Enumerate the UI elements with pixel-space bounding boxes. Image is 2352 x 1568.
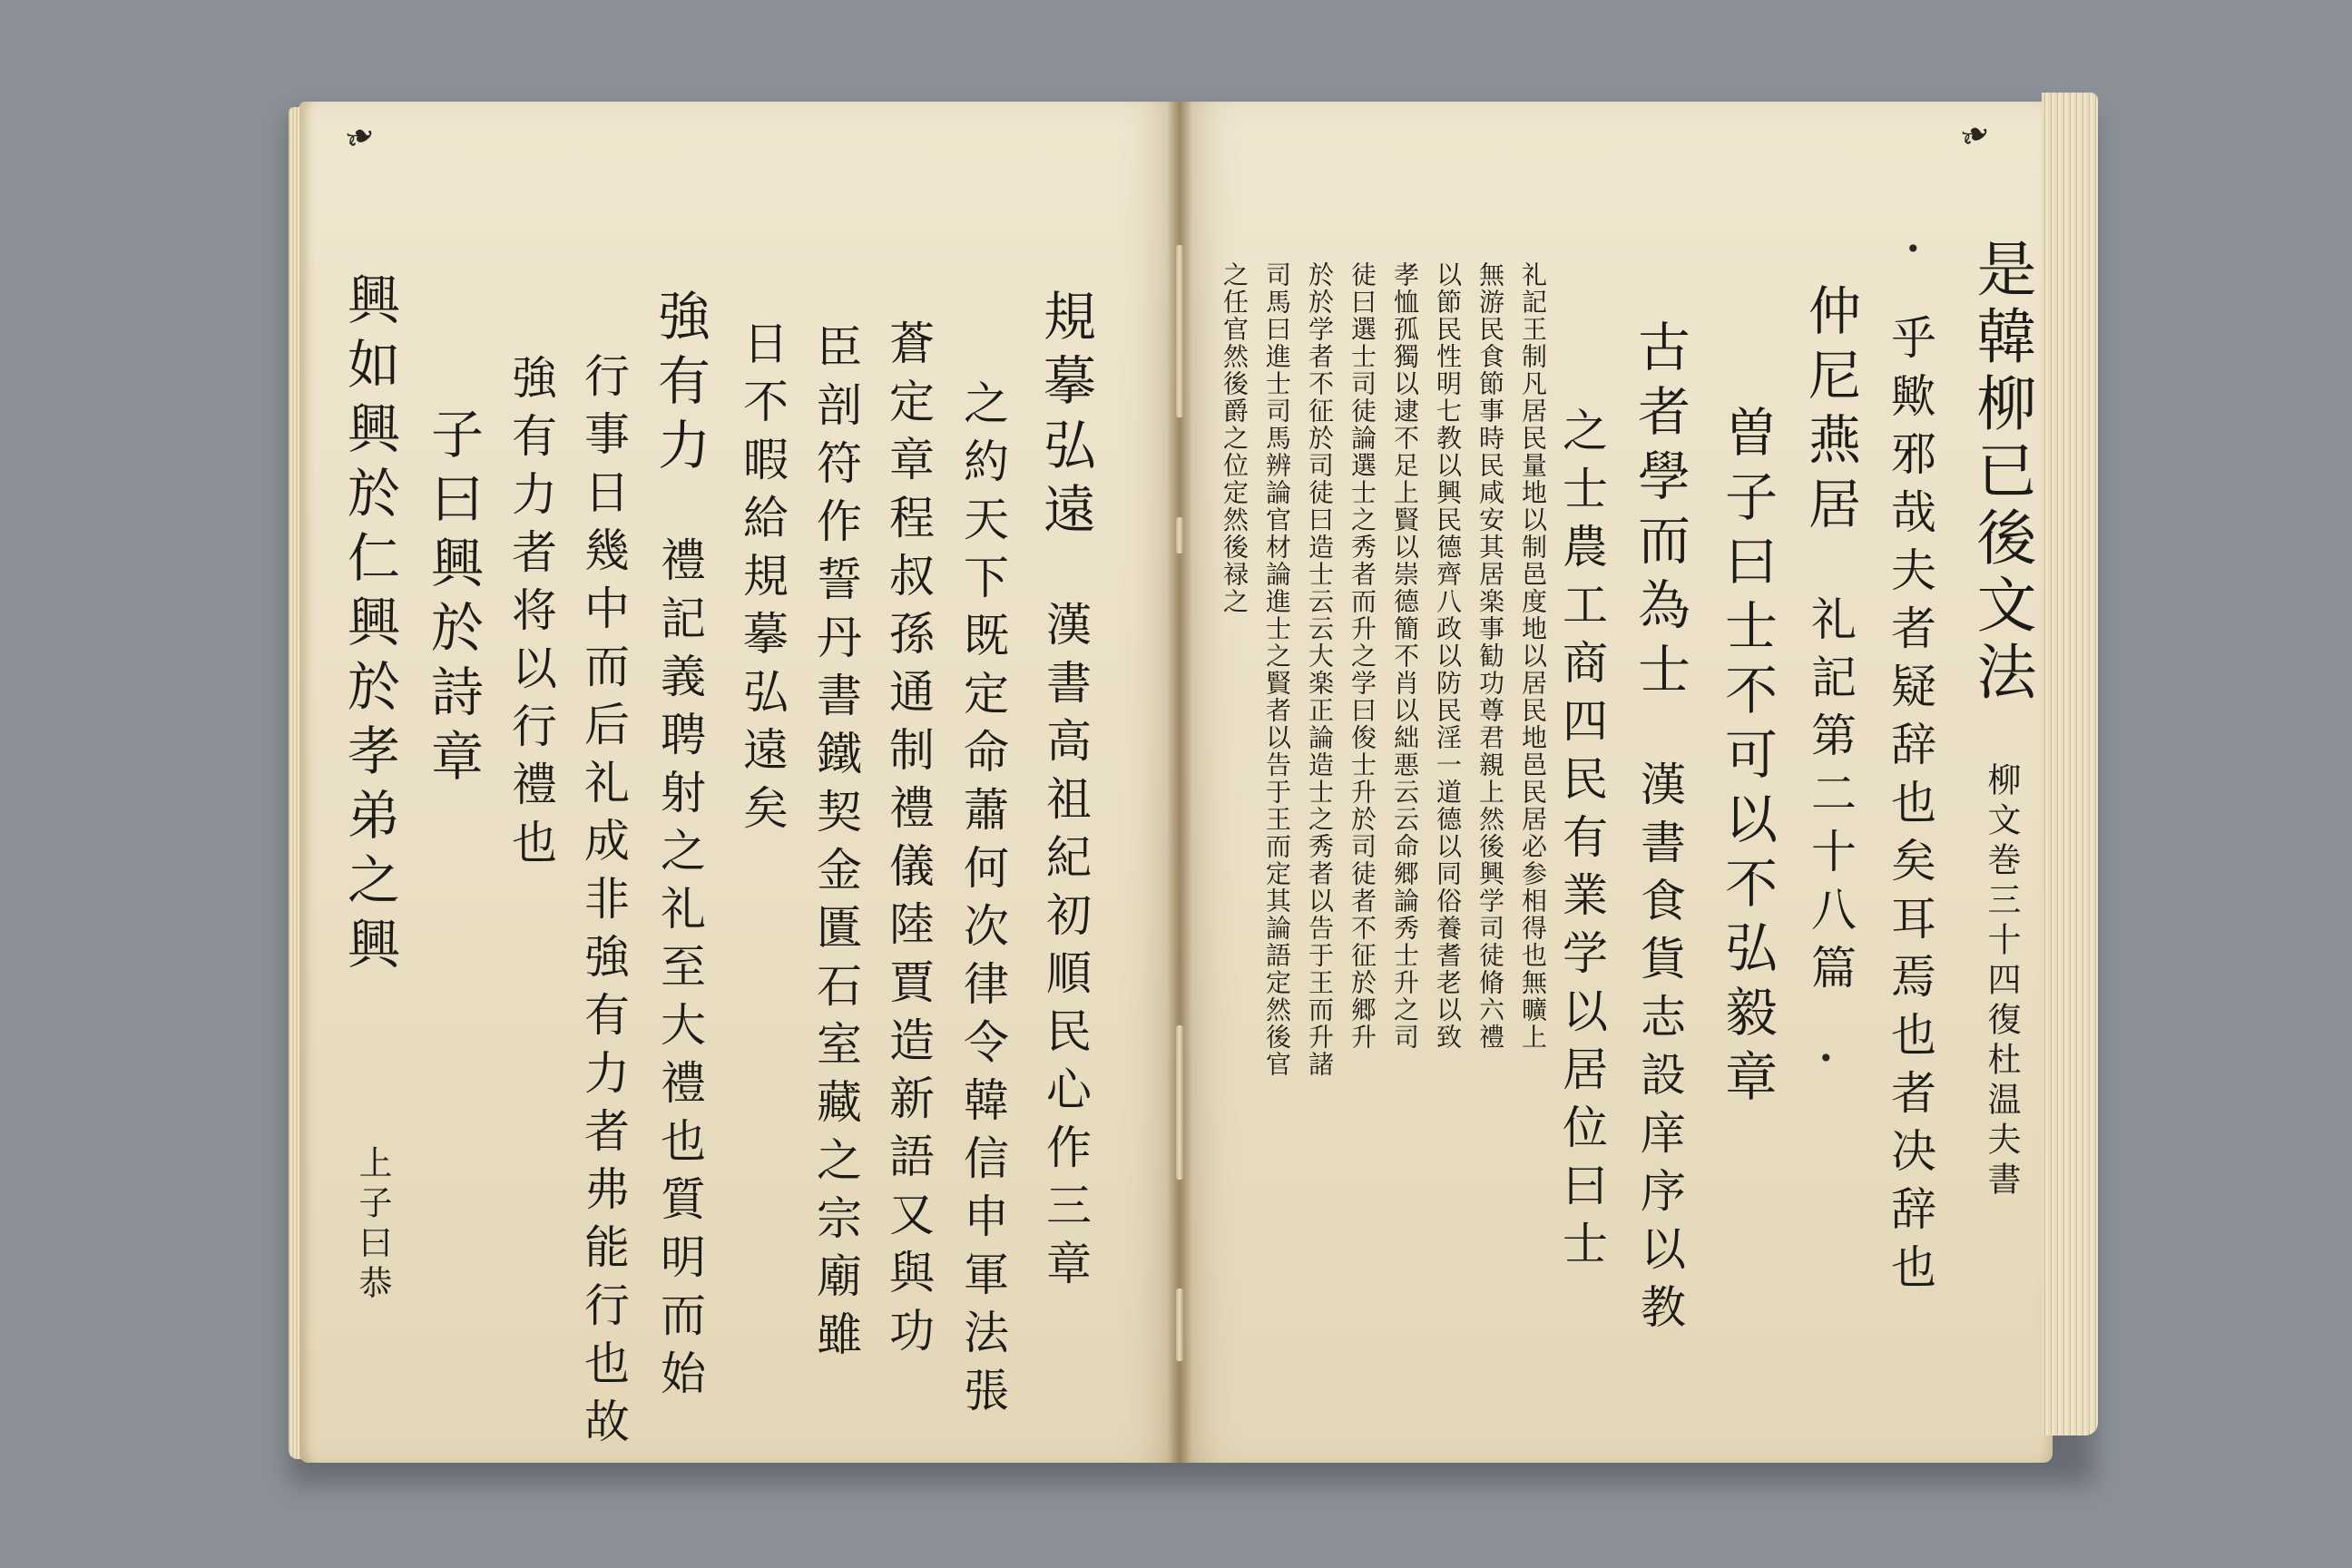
body-text: 興如興於仁興於孝弟之興	[338, 272, 400, 981]
body-text: 日不暇給規摹弘遠矣	[736, 319, 789, 842]
right-page-edges	[2042, 93, 2098, 1436]
heading-text: 古者學而為士	[1629, 319, 1690, 706]
commentary-col: 孝恤孤獨以逮不足上賢以崇德簡不肖以絀悪云云命郷論秀士升之司	[1390, 261, 1420, 1051]
right-col-6	[1555, 407, 1608, 1278]
next-page-catchword: 上子曰恭	[353, 1145, 392, 1305]
left-col-2	[956, 379, 1009, 1425]
left-col-9	[422, 407, 484, 793]
body-text: 之約天下既定命蕭何次律令韓信申軍法張	[956, 379, 1009, 1425]
body-text: 行事日幾中而后礼成非強有力者弗能行也故	[577, 352, 630, 1455]
heading-text: 子曰興於詩章	[422, 407, 484, 793]
heading-text: 曽子曰士不可以不弘毅章	[1716, 405, 1778, 1113]
body-text: 之士農工商四民有業学以居位曰士	[1555, 407, 1608, 1278]
heading-text: 是韓柳已後文法	[1966, 238, 2036, 708]
corner-ink-mark-icon: ❧	[337, 112, 383, 162]
left-col-7	[577, 352, 630, 1455]
corner-ink-mark-icon: ❧	[1952, 110, 1998, 161]
heading-text: 規摹弘遠	[1034, 289, 1096, 546]
body-text: 乎歟邪哉夫者疑辞也矣耳焉也者决辞也	[1884, 314, 1936, 1301]
left-col-5	[736, 319, 789, 842]
right-col-3	[1799, 283, 1861, 1002]
commentary-col: 以節民性明七教以興民德齊八政以防民淫一道德以同俗養耆老以致	[1433, 261, 1463, 1051]
left-col-3	[882, 319, 935, 1365]
commentary-col: 無游民食節事時民咸安其居楽事勧功尊君親上然後興学司徒脩六禮	[1475, 261, 1505, 1051]
body-text: 蒼定章程叔孫通制禮儀陸賈造新語又與功	[882, 319, 935, 1365]
commentary-col: 司馬曰進士司馬辨論官材論進士之賢者以告于王而定其論語定然後官	[1262, 261, 1292, 1078]
right-col-5	[1629, 319, 1690, 1341]
binding-thread	[1176, 245, 1183, 417]
right-col-2	[1884, 314, 1936, 1301]
source-note: 漢書食貨志設庠序以教	[1633, 760, 1686, 1341]
commentary-col: 礼記王制凡居民量地以制邑度地以居民地邑民居必参相得也無曠上	[1518, 261, 1548, 1051]
binding-thread	[1176, 1025, 1183, 1180]
left-col-10	[338, 272, 400, 981]
source-note: 禮記義聘射之礼至大禮也質明而始	[653, 536, 706, 1407]
left-col-4	[809, 323, 862, 1368]
source-note: 柳文巻三十四復杜温夫書	[1982, 762, 2021, 1201]
heading-text: 仲尼燕居	[1799, 283, 1861, 541]
body-text: 強有力者将以行禮也	[505, 354, 557, 877]
dot-mark-icon: •	[1906, 234, 1921, 264]
left-col-1	[1034, 289, 1096, 1298]
heading-text: 強有力	[649, 289, 710, 482]
dot-mark-icon: •	[1818, 1044, 1834, 1073]
right-col-4	[1716, 405, 1778, 1113]
source-note: 漢書高祖紀初順民心作三章	[1039, 601, 1092, 1298]
source-note: 礼記第二十八篇	[1804, 595, 1857, 1002]
binding-thread	[1176, 517, 1183, 554]
commentary-col: 之任官然後爵之位定然後禄之	[1220, 261, 1250, 615]
commentary-col: 於於学者不征於司徒曰造士云云大楽正論造士之秀者以告于王而升諸	[1305, 261, 1335, 1078]
binding-thread	[1176, 1289, 1183, 1361]
body-text: 臣剖符作誓丹書鐵契金匱石室藏之宗廟雖	[809, 323, 862, 1368]
left-col-8	[505, 354, 557, 877]
left-col-6	[649, 289, 710, 1407]
right-col-1	[1966, 238, 2036, 1201]
commentary-col: 徒曰選士司徒論選士之秀者而升之学曰俊士升於司徒者不征於郷升	[1348, 261, 1377, 1051]
